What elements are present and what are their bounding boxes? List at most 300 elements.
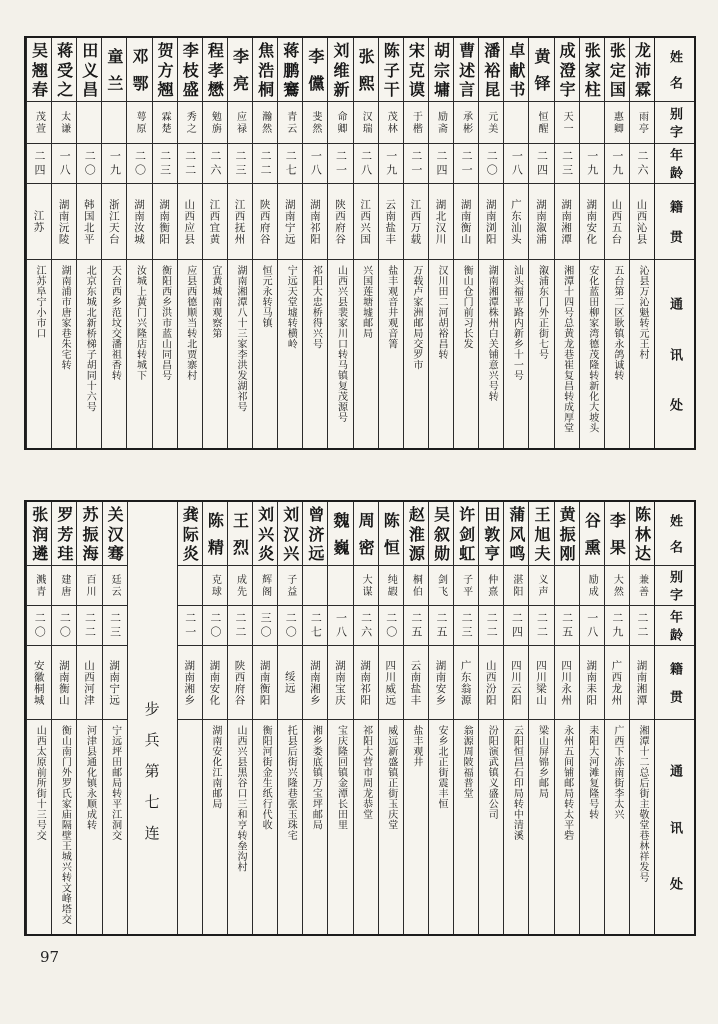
age-value: 二二 [259,149,273,178]
name-cell [228,38,252,102]
person-name-char: 亮 [230,74,250,91]
native-place: 湖南沅陵 [57,198,70,245]
person-name-char: 献 [506,61,526,78]
person-name-char: 蒲 [506,505,526,522]
address-cell [605,260,629,448]
native-place-cell [203,184,227,260]
age-value: 二五 [409,611,423,640]
courtesy-name-cell [555,566,579,606]
courtesy-name: 成先 [234,573,246,598]
courtesy-name-cell [178,566,202,606]
courtesy-name: 励成 [586,573,598,598]
roster-entry-column [51,502,76,934]
age-cell [253,144,277,184]
age-cell [529,606,553,646]
roster-entry-column [51,38,76,448]
age-value: 二四 [535,149,549,178]
age-value: 二〇 [33,611,47,640]
native-place-cell [228,184,252,260]
age-cell [52,144,76,184]
person-name-char: 家 [582,61,602,78]
native-place: 四川云阳 [509,659,522,706]
roster-entry-column [478,38,503,448]
roster-table-top [24,36,696,450]
roster-entry-column [252,38,277,448]
age-value: 二四 [32,149,46,178]
roster-entry-column [428,38,453,448]
person-name-char: 吴 [431,505,451,522]
person-name-char: 宗 [431,61,451,78]
native-place-cell [429,184,453,260]
address-text: 梁山屏锦乡邮局 [536,725,548,799]
native-place: 湖南衡阳 [258,659,271,706]
courtesy-name-cell [605,102,629,144]
name-cell [27,38,51,102]
address-text: 兴国莲塘墟邮局 [360,265,372,339]
header-cell [655,720,694,934]
address-cell [203,260,227,448]
person-name-char: 陈 [632,505,652,522]
age-value: 二〇 [133,149,147,178]
person-name-char: 精 [205,538,225,555]
courtesy-name-cell [504,102,528,144]
person-name-char: 曾 [305,505,325,522]
age-cell [529,144,553,184]
header-label: 贯 [667,690,682,704]
native-place-cell [404,646,428,720]
native-place: 绥远 [283,671,296,694]
name-cell [253,502,277,566]
native-place-cell [127,184,151,260]
native-place-cell [555,646,579,720]
person-name-char: 陈 [381,512,401,529]
person-name-char: 裕 [481,61,501,78]
address-text: 祁阳大忠桥得兴号 [310,265,322,349]
header-cell [655,38,694,102]
name-cell [630,502,654,566]
native-place: 湖南湘乡 [308,659,321,706]
person-name-char: 潘 [481,41,501,58]
person-name-char: 黄 [531,48,551,65]
person-name-char: 巍 [330,538,350,555]
person-name-char: 果 [607,538,627,555]
age-value: 二六 [208,149,222,178]
age-cell [354,144,378,184]
address-cell [504,720,528,934]
roster-entry-column [302,502,327,934]
age-value: 一八 [585,611,599,640]
roster-entry-column [152,38,177,448]
person-name-char: 敦 [481,525,501,542]
courtesy-name: 勉旃 [209,110,221,135]
person-name-char: 旭 [531,525,551,542]
age-value: 二三 [108,611,122,640]
native-place-cell [504,646,528,720]
roster-entry-column [277,38,302,448]
person-name-char: 儻 [305,74,325,91]
person-name-char: 赵 [406,505,426,522]
age-value: 一八 [309,149,323,178]
person-name-char: 贺 [155,41,175,58]
name-cell [504,38,528,102]
address-text: 湘乡娄底镇万宝坪邮局 [310,725,322,830]
age-value: 二四 [510,611,524,640]
native-place-cell [354,646,378,720]
person-name-char: 勋 [431,545,451,562]
header-cell [655,566,694,606]
address-cell [303,720,327,934]
person-name-char: 苏 [79,505,99,522]
person-name-char: 周 [356,512,376,529]
person-name-char: 兴 [255,525,275,542]
header-label: 通 [667,297,682,311]
person-name-char: 维 [330,61,350,78]
age-value: 一九 [384,149,398,178]
native-place-cell [504,184,528,260]
age-cell [228,144,252,184]
courtesy-name-cell [404,102,428,144]
address-text: 湖南浦市唐家巷朱宅转 [59,265,71,370]
native-place: 江西宜黄 [208,198,221,245]
roster-entry-column [604,38,629,448]
age-value: 二九 [610,611,624,640]
courtesy-name-cell [77,102,101,144]
age-cell [52,606,76,646]
address-text: 汝城上黄门兴隆店转城下 [134,265,146,381]
name-cell [303,502,327,566]
name-cell [228,502,252,566]
age-cell [328,606,352,646]
age-cell [103,606,127,646]
address-cell [454,260,478,448]
age-cell [303,606,327,646]
courtesy-name-cell [228,566,252,606]
address-cell [404,720,428,934]
address-cell [429,260,453,448]
person-name-char: 邓 [129,48,149,65]
age-cell [278,606,302,646]
name-cell [379,502,403,566]
person-name-char: 张 [607,41,627,58]
native-place: 湖南宁远 [108,659,121,706]
name-cell [630,38,654,102]
address-cell [555,720,579,934]
address-text: 衡山南门外罗氏家庙隔壁王城兴转文峰塔交 [59,725,71,925]
header-label: 处 [667,397,682,411]
header-label: 姓 [667,50,682,64]
person-name-char: 卓 [506,41,526,58]
age-cell [404,606,428,646]
person-name-char: 罗 [54,505,74,522]
native-place: 湖南浏阳 [484,198,497,245]
courtesy-name: 瀚然 [259,110,271,135]
native-place-cell [102,184,126,260]
age-value: 二三 [460,611,474,640]
address-text: 湘潭十二总后街主敬堂巷林祥发号 [636,725,648,883]
header-label: 名 [667,75,682,89]
age-cell [454,606,478,646]
courtesy-name-cell [52,102,76,144]
roster-entry-column [327,502,352,934]
age-value: 二一 [183,611,197,640]
native-place-cell [253,646,277,720]
address-text: 北京东城北新桥梯子胡同十六号 [84,265,96,412]
address-text: 盐丰观音井观音箐 [385,265,397,349]
header-label: 名 [667,539,682,553]
person-name-char: 刘 [255,505,275,522]
age-value: 二二 [535,611,549,640]
address-cell [354,720,378,934]
address-text: 永州五间铺邮局转太平砦 [561,725,573,841]
roster-entry-column [353,38,378,448]
courtesy-name: 萼原 [133,110,145,135]
person-name-char: 亨 [481,545,501,562]
courtesy-name-cell [127,102,151,144]
native-place: 江西兴国 [359,198,372,245]
address-cell [178,260,202,448]
header-label: 别 [667,107,682,120]
courtesy-name: 子平 [460,573,472,598]
address-cell [555,260,579,448]
person-name-char: 鶱 [280,81,300,98]
person-name-char: 胡 [431,41,451,58]
address-text: 沁县万沁魁转元王村 [636,265,648,360]
courtesy-name-cell [27,566,51,606]
person-name-char: 吴 [29,41,49,58]
person-name-char: 剑 [456,525,476,542]
age-value: 三〇 [259,611,273,640]
address-cell [580,260,604,448]
age-cell [429,606,453,646]
person-name-char: 翘 [29,61,49,78]
name-cell [203,38,227,102]
address-text: 山西兴县黑谷口三和亨转垒沟村 [234,725,246,872]
courtesy-name: 大谋 [360,573,372,598]
name-cell [178,38,202,102]
age-cell [253,606,277,646]
roster-entry-column [126,38,151,448]
age-cell [303,144,327,184]
courtesy-name: 命卿 [334,110,346,135]
header-label: 字 [667,125,682,138]
person-name-char: 霖 [632,81,652,98]
address-cell [328,720,352,934]
courtesy-name-cell [228,102,252,144]
roster-entry-column [503,502,528,934]
person-name-char: 蒋 [280,41,300,58]
age-cell [479,144,503,184]
courtesy-name: 太谦 [58,110,70,135]
name-cell [404,502,428,566]
courtesy-name-cell [555,102,579,144]
age-cell [127,144,151,184]
age-cell [228,606,252,646]
courtesy-name: 惠卿 [611,110,623,135]
age-value: 二二 [233,611,247,640]
roster-entry-column [629,38,654,448]
courtesy-name-cell [278,566,302,606]
courtesy-name-cell [479,566,503,606]
age-value: 二五 [434,611,448,640]
courtesy-name: 兼善 [636,573,648,598]
native-place: 韩国北平 [82,198,95,245]
person-name-char: 春 [29,81,49,98]
name-cell [429,38,453,102]
native-place-cell [27,184,51,260]
native-place-cell [328,184,352,260]
courtesy-name-cell [77,566,101,606]
roster-entry-column [302,38,327,448]
person-name-char: 蒋 [54,41,74,58]
native-place: 山西河津 [82,659,95,706]
courtesy-name: 斐然 [309,110,321,135]
person-name-char: 叙 [431,525,451,542]
address-cell [479,720,503,934]
native-place: 湖南溆浦 [534,198,547,245]
age-cell [379,144,403,184]
person-name-char: 成 [557,41,577,58]
age-cell [504,144,528,184]
courtesy-name-cell [630,566,654,606]
address-text: 翁源周陂福普堂 [461,725,473,799]
address-cell [253,720,277,934]
native-place: 湖南耒阳 [585,659,598,706]
person-name-char: 陈 [205,512,225,529]
name-cell [354,502,378,566]
roster-entry-column [378,502,403,934]
courtesy-name-cell [429,102,453,144]
age-value: 二一 [409,149,423,178]
roster-entry-column [528,38,553,448]
age-value: 一八 [510,149,524,178]
native-place: 陕西府谷 [233,659,246,706]
name-cell [605,38,629,102]
courtesy-name-cell [328,102,352,144]
age-value: 二七 [309,611,323,640]
person-name-char: 兴 [280,545,300,562]
age-value: 二七 [284,149,298,178]
person-name-char: 柱 [582,81,602,98]
native-place: 湖南宁远 [283,198,296,245]
name-cell [479,502,503,566]
native-place-cell [27,646,51,720]
native-place: 安徽桐城 [32,659,45,706]
person-name-char: 许 [456,505,476,522]
age-cell [580,144,604,184]
name-cell [278,38,302,102]
native-place: 四川永州 [560,659,573,706]
roster-entry-column [26,502,51,934]
address-text: 宜黄城南观察第 [209,265,221,339]
person-name-char: 言 [456,81,476,98]
age-cell [27,144,51,184]
roster-entry-column [579,502,604,934]
native-place-cell [328,646,352,720]
person-name-char: 炎 [255,545,275,562]
address-text: 江苏阜宁小市口 [33,265,45,339]
person-name-char: 宋 [406,41,426,58]
age-value: 一九 [108,149,122,178]
person-name-char: 述 [456,61,476,78]
address-text: 广西下冻南街李太兴 [611,725,623,820]
name-cell [77,502,101,566]
person-name-char: 李 [305,48,325,65]
address-text: 山西兴县裴家川口转马镇复茂源号 [335,265,347,423]
age-cell [555,144,579,184]
name-cell [278,502,302,566]
header-cell [655,144,694,184]
person-name-char: 骞 [105,545,125,562]
address-text: 安化蓝田柳家湾德茂隆转新化大坡头 [586,265,598,433]
header-label: 籍 [667,661,682,675]
age-value: 二〇 [284,611,298,640]
native-place-cell [605,184,629,260]
courtesy-name-cell [328,566,352,606]
roster-entry-column [227,502,252,934]
address-text: 溆浦东门外正街七号 [536,265,548,360]
header-label: 龄 [667,165,682,179]
person-name-char: 焦 [255,41,275,58]
courtesy-name-cell [303,566,327,606]
name-cell [103,502,127,566]
address-text: 湖南安化江南邮局 [209,725,221,809]
roster-entry-column [378,38,403,448]
native-place: 江西万载 [409,198,422,245]
roster-entry-column [453,502,478,934]
courtesy-name: 励斋 [435,110,447,135]
roster-entry-column [101,38,126,448]
person-name-char: 熙 [356,74,376,91]
person-name-char: 昌 [79,81,99,98]
address-text: 耒阳大河滩复隆号转 [586,725,598,820]
person-name-char: 密 [356,538,376,555]
person-name-char: 田 [481,505,501,522]
person-name-char: 恒 [381,538,401,555]
age-value: 二二 [635,611,649,640]
age-value: 二〇 [485,149,499,178]
address-text: 恒元永转马镇 [260,265,272,328]
person-name-char: 源 [406,545,426,562]
person-name-char: 润 [29,525,49,542]
address-cell [27,260,51,448]
address-text: 安乡北正街震丰恒 [435,725,447,809]
name-cell [555,502,579,566]
address-cell [580,720,604,934]
courtesy-name-cell [580,566,604,606]
courtesy-name-cell [580,102,604,144]
age-cell [454,144,478,184]
address-text: 汕头福平路内新乡十一号 [511,265,523,381]
native-place-cell [630,184,654,260]
address-text: 天台西乡范坟交潘祖香转 [109,265,121,381]
roster-entry-column [528,502,553,934]
roster-header-column [654,38,694,448]
person-name-char: 李 [180,41,200,58]
roster-entry-column [227,38,252,448]
person-name-char: 海 [79,545,99,562]
native-place: 江西抚州 [233,198,246,245]
roster-entry-column [503,38,528,448]
courtesy-name: 辉阁 [259,573,271,598]
age-cell [379,606,403,646]
courtesy-name: 青云 [284,110,296,135]
native-place: 湖南安乡 [434,659,447,706]
header-cell [655,646,694,720]
address-text: 湖南湘潭八十三家李洪发湖祁号 [234,265,246,412]
age-value: 一八 [58,149,72,178]
person-name-char: 义 [79,61,99,78]
roster-entry-column [579,38,604,448]
